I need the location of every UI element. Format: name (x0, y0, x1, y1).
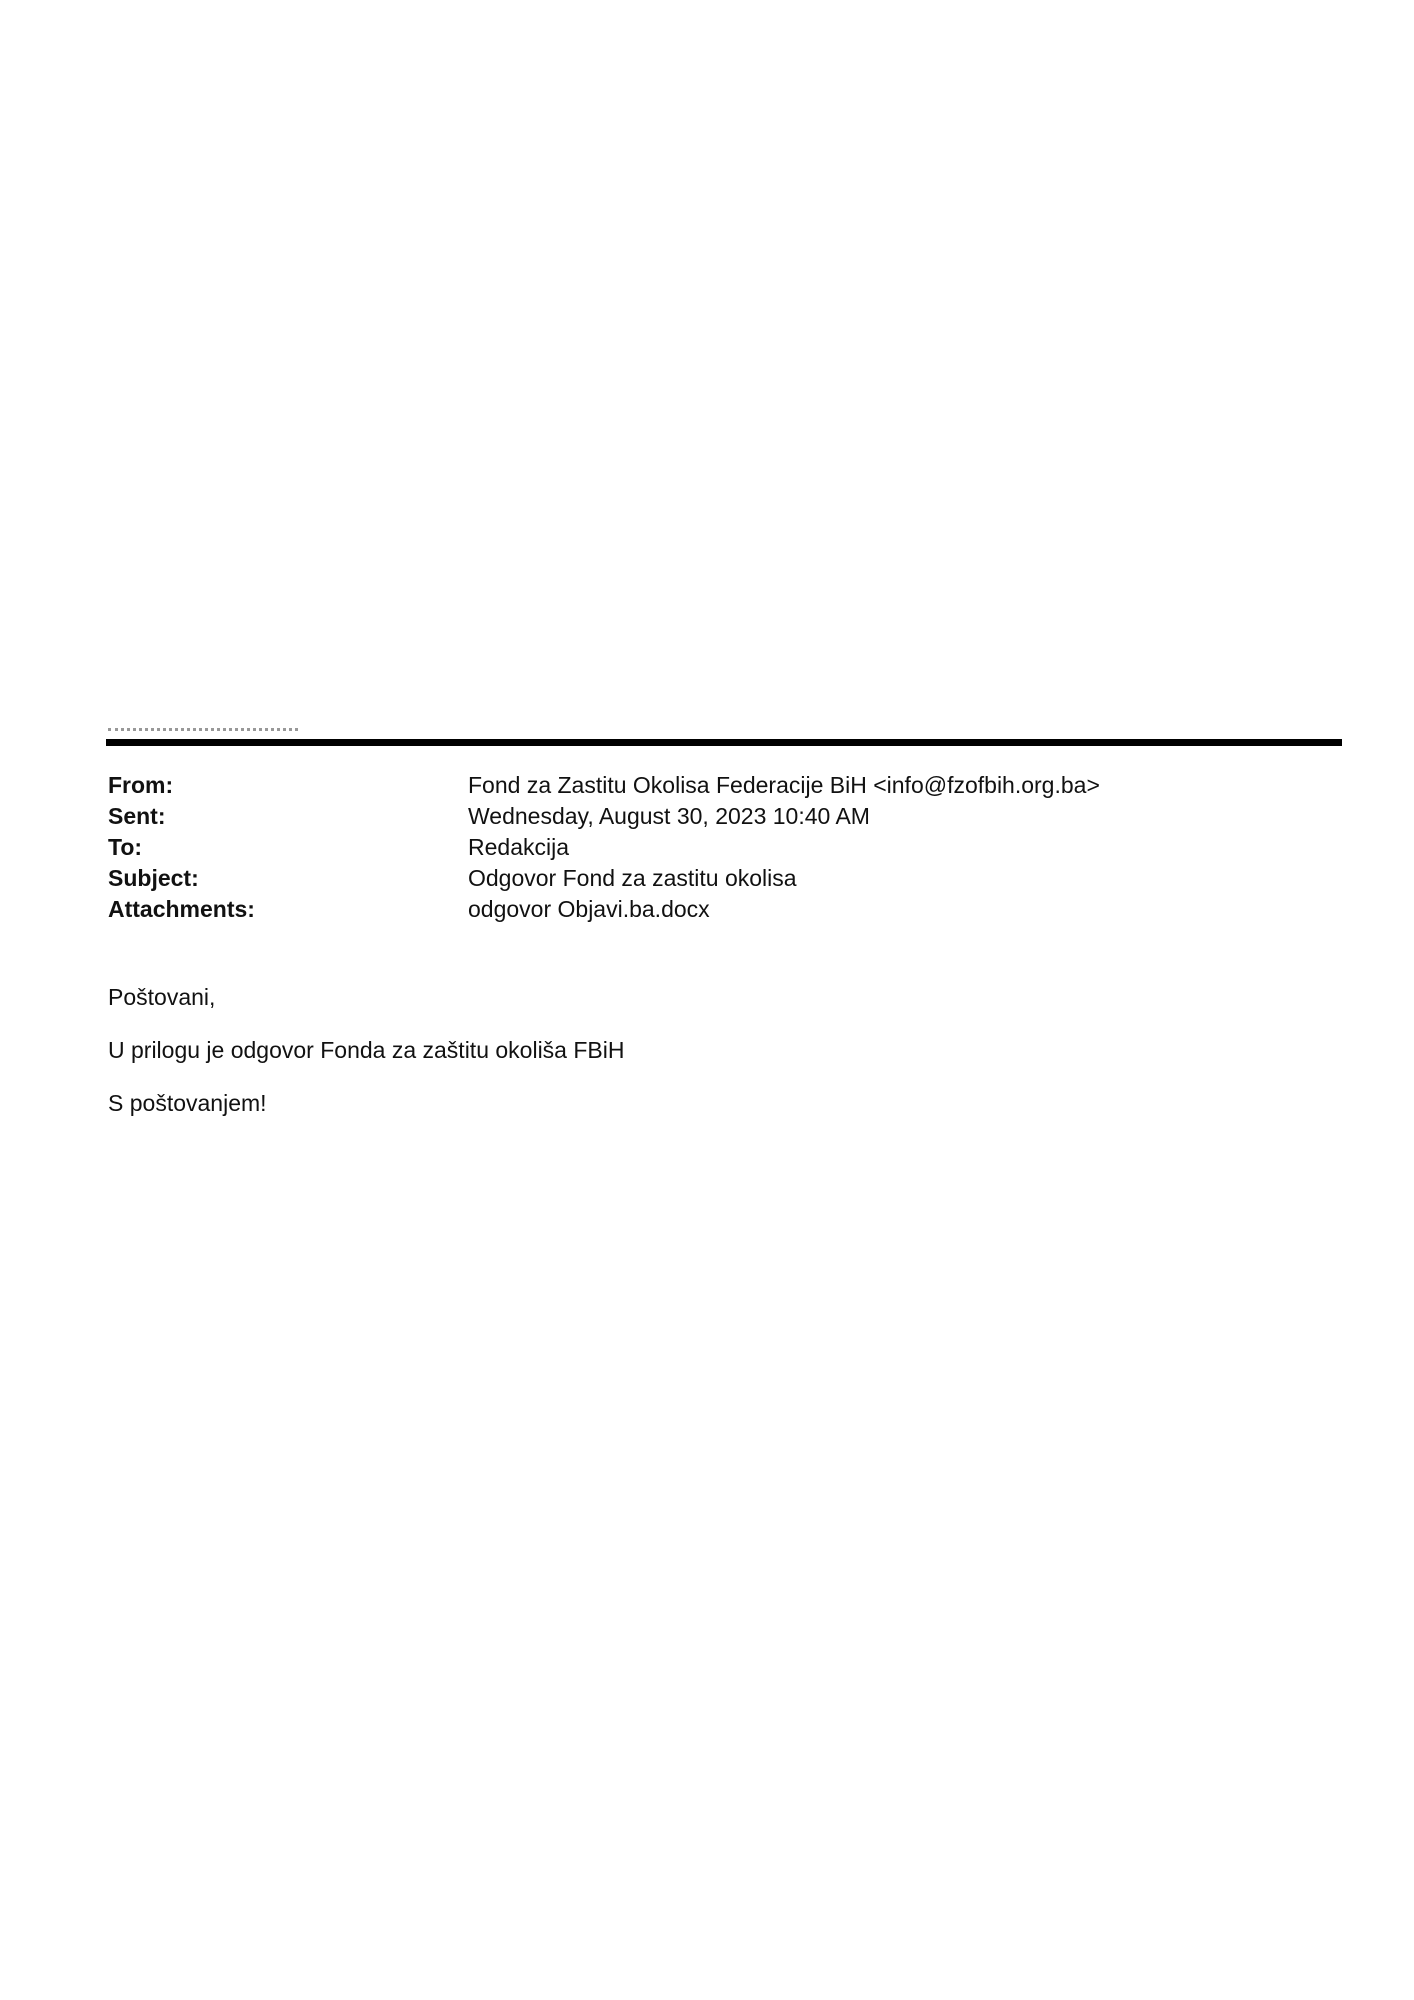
to-label: To: (108, 834, 143, 860)
header-row-sent (108, 801, 1338, 832)
sent-value: Wednesday, August 30, 2023 10:40 AM (468, 803, 870, 829)
from-label: From: (108, 772, 174, 798)
subject-label: Subject: (108, 865, 199, 891)
cut-off-sender-line (108, 728, 298, 735)
email-message: U prilogu je odgovor Fonda za zaštitu okoliša FBiH (108, 1037, 625, 1063)
sent-label: Sent: (108, 803, 166, 829)
email-closing: S poštovanjem! (108, 1090, 267, 1116)
attachments-value: odgovor Objavi.ba.docx (468, 896, 710, 922)
header-row-to (108, 832, 1338, 863)
header-row-from (108, 770, 1338, 801)
from-value: Fond za Zastitu Okolisa Federacije BiH <info@fzofbih.org.ba> (468, 772, 1100, 798)
to-value: Redakcija (468, 834, 569, 860)
email-header (108, 770, 1338, 925)
subject-value: Odgovor Fond za zastitu okolisa (468, 865, 797, 891)
email-body (108, 982, 1308, 1141)
attachments-label: Attachments: (108, 896, 255, 922)
header-separator-rule (106, 739, 1342, 746)
header-row-subject (108, 863, 1338, 894)
email-greeting: Poštovani, (108, 984, 216, 1010)
header-row-attachments (108, 894, 1338, 925)
